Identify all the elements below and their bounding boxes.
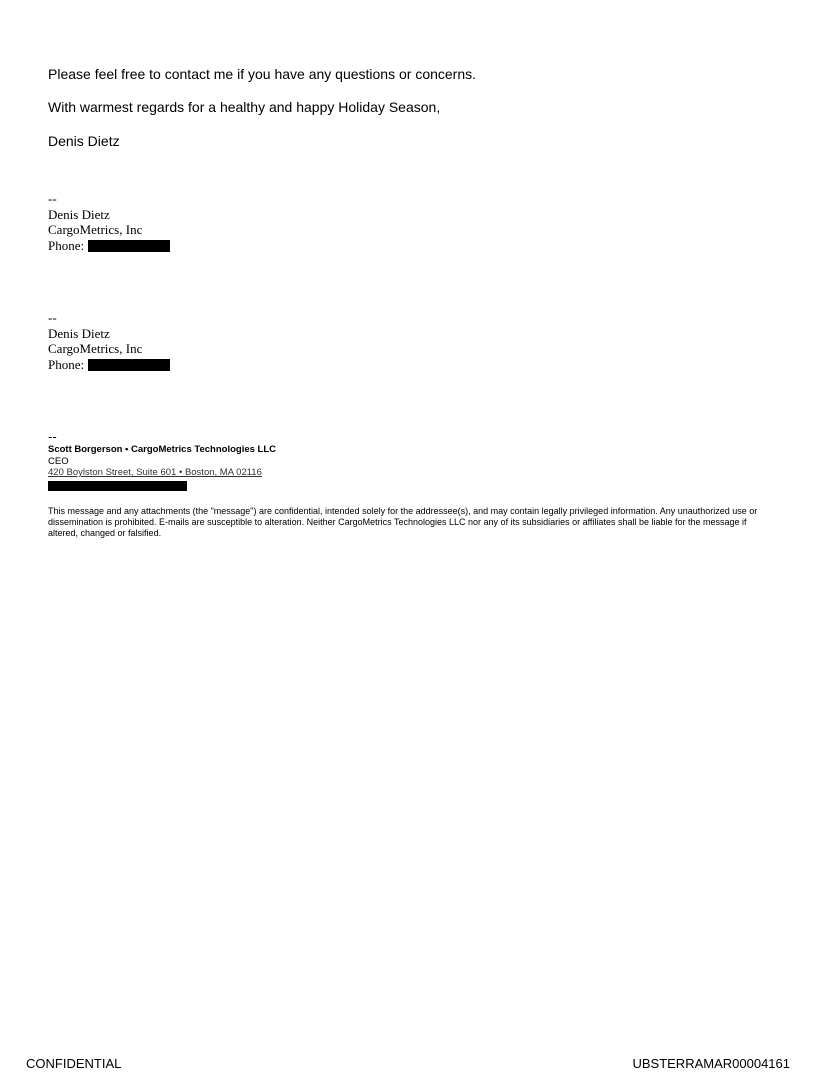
signature-name: Denis Dietz — [48, 325, 110, 341]
signature-phone-label: Phone: — [48, 237, 85, 253]
signature-company: CargoMetrics, Inc — [48, 341, 143, 356]
signature-dash: -- — [48, 310, 57, 325]
body-line-regards: With warmest regards for a healthy and happy Holiday Season, — [48, 99, 441, 115]
ceo-signature-dash: -- — [48, 429, 57, 444]
signature-dash: -- — [48, 191, 57, 206]
ceo-signature-address-link[interactable]: 420 Boylston Street, Suite 601 • Boston, MA 02116 — [48, 467, 262, 478]
signature-phone-label: Phone: — [48, 356, 85, 372]
ceo-signature-name: Scott Borgerson • CargoMetrics Technologies LLC — [48, 444, 277, 455]
redaction-bar — [88, 359, 170, 371]
signature-block-2 — [48, 310, 170, 372]
footer-bates-number: UBSTERRAMAR00004161 — [632, 1056, 790, 1071]
body-line-signoff: Denis Dietz — [48, 133, 120, 149]
redaction-bar — [48, 481, 187, 491]
ceo-signature-block — [48, 430, 276, 491]
signature-name: Denis Dietz — [48, 206, 110, 222]
signature-company: CargoMetrics, Inc — [48, 222, 143, 237]
signature-phone-row — [48, 238, 170, 254]
redaction-bar — [88, 240, 170, 252]
confidentiality-disclaimer: This message and any attachments (the "message") are confidential, intended solely for the addressee(s), and may contain legally privileged information. Any unauthorized use or dissemination is prohibited. E-mails are susceptible to alteration. Neither CargoMetrics Technologies LLC nor any of its subsidiaries or affiliates shall be liable for the message if altered, changed or falsified. — [48, 506, 758, 538]
ceo-signature-title: CEO — [48, 455, 69, 467]
footer-confidential-label: CONFIDENTIAL — [26, 1056, 122, 1071]
signature-phone-row — [48, 357, 170, 373]
body-line-contact: Please feel free to contact me if you have any questions or concerns. — [48, 66, 477, 82]
signature-block-1 — [48, 191, 170, 253]
